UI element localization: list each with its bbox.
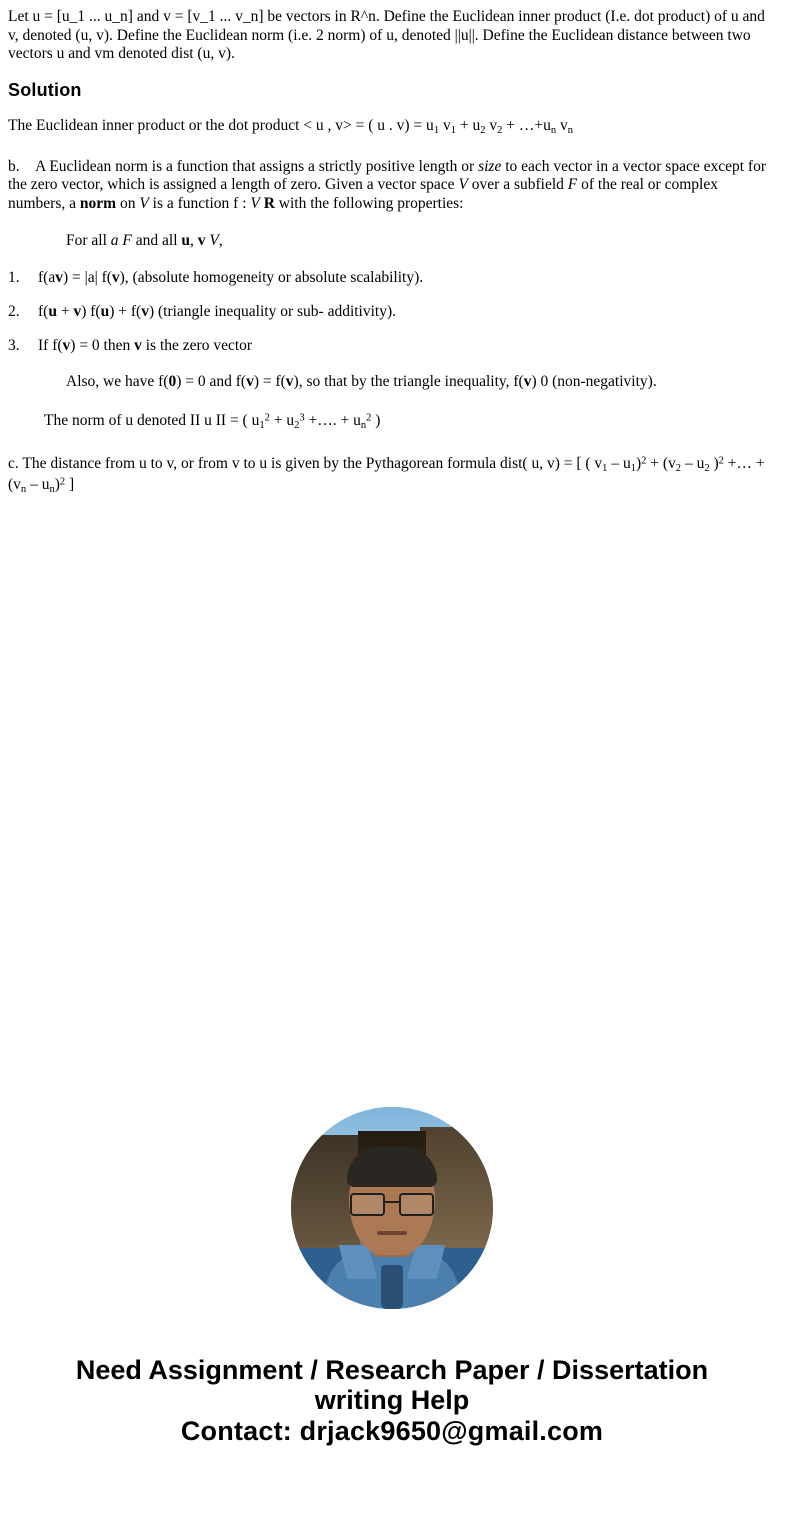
- property-2-p6: ) + f(: [109, 303, 142, 321]
- cta-contact-email: Contact: drjack9650@gmail.com: [180, 1415, 604, 1446]
- for-all-and-all: and all: [131, 232, 182, 250]
- property-2-p4: ) f(: [81, 303, 101, 321]
- norm-t1-sup: 2: [264, 412, 270, 424]
- norm-t1-sub: 1: [259, 420, 265, 432]
- property-1-p2: ) = |a| f(: [62, 269, 112, 287]
- also-v2: v: [285, 373, 294, 391]
- property-3-p2: ) = 0 then: [70, 337, 135, 355]
- property-2-number: 2.: [8, 303, 20, 321]
- part-c-a-sub1: 1: [602, 462, 608, 474]
- part-b-text-4: of the real or complex numbers, a: [8, 176, 718, 213]
- property-1-number: 1.: [8, 269, 20, 287]
- also-v1: v: [246, 373, 254, 391]
- part-c-sup2: 2: [718, 455, 724, 467]
- term-u2: u: [472, 116, 481, 134]
- property-1-p4: ), (absolute homogeneity or absolute scalability).: [119, 269, 424, 287]
- for-all-comma: ,: [190, 232, 198, 250]
- property-2-p2: +: [56, 303, 74, 321]
- part-b-text-6: is a function f :: [148, 195, 251, 213]
- part-b-var-v2: V: [139, 195, 149, 213]
- for-all-suffix: ,: [218, 232, 223, 250]
- norm-prefix: The norm of u denoted II u II = ( u: [44, 412, 260, 430]
- part-c-minus2: – u: [681, 454, 705, 472]
- property-3-p4: is the zero vector: [141, 337, 253, 355]
- for-all-u: u: [181, 232, 190, 250]
- part-c-close2: ): [709, 454, 719, 472]
- part-c-c-sub1: n: [20, 483, 27, 495]
- property-2-p5: u: [100, 303, 110, 321]
- norm-t3-sub: n: [360, 420, 367, 432]
- norm-t3-sup: 2: [366, 412, 372, 424]
- part-b-text-7: with the following properties:: [274, 195, 464, 213]
- also-v3: v: [523, 373, 532, 391]
- norm-t2-sub: 2: [294, 420, 300, 432]
- part-c-minus1: – u: [607, 454, 631, 472]
- part-c-suffix: ]: [65, 475, 75, 493]
- part-c-a-sub2: 1: [630, 462, 636, 474]
- term-u2-sub: 2: [480, 124, 486, 136]
- problem-statement: Let u = [u_1 ... u_n] and v = [v_1 ... v_n] be vectors in R^n. Define the Euclidean inner product (I.e. dot product) of u and v, denoted (u, v). Define the Euclidean norm (i.e. 2 norm) of u, denoted ||u||. Define the Euclidean distance between two vectors u and vm denoted dist (u, v).: [8, 8, 765, 63]
- inner-product-definition: The Euclidean inner product or the dot product < u , v> = ( u . $v) = u_1$ $v_1 + u_2$ $v_2$ + $\dots+u_n$ $v_n$: [8, 116, 574, 136]
- part-b-text-2: to each vector in a vector space except for the zero vector, which is assigned a length of zero. Given a vector space: [8, 157, 766, 194]
- for-all-f: F: [122, 232, 132, 250]
- also-p4: ), so that by the triangle inequality, f(: [293, 373, 524, 391]
- part-c-b-sub2: 2: [704, 462, 710, 474]
- property-3-p1: v: [62, 337, 71, 355]
- property-1-p0: f(a: [38, 269, 56, 287]
- part-c-c-sub2: n: [49, 483, 55, 495]
- part-c-dots: +…: [723, 454, 753, 472]
- part-c-plus2: + (v: [8, 454, 765, 493]
- also-p1: Also, we have f(: [66, 373, 169, 391]
- photo-mouth: [377, 1231, 407, 1235]
- norm-suffix: ): [371, 412, 381, 430]
- property-2-p0: f(: [38, 303, 49, 321]
- norm-plus2: +…. + u: [304, 412, 361, 430]
- part-b-var-f: F: [567, 176, 578, 194]
- norm-t2-sup: 3: [299, 412, 305, 424]
- part-b-text-3: over a subfield: [467, 176, 568, 194]
- property-1-p3: v: [111, 269, 120, 287]
- portrait-photo: [291, 1107, 493, 1309]
- also-p5: ) 0 (non-negativity).: [531, 373, 657, 391]
- property-item-2: [8, 303, 776, 321]
- term-vn-sub: n: [567, 124, 574, 136]
- solution-heading: Solution: [8, 79, 82, 100]
- cta-line-2: writing Help: [314, 1385, 470, 1415]
- part-b-var-v: V: [458, 176, 468, 194]
- part-c-prefix: c. The distance from u to v, or from v to u is given by the Pythagorean formula dist( u, v) = [ ( v: [8, 454, 603, 472]
- for-all-prefix: For all: [66, 232, 111, 250]
- norm-plus1: + u: [269, 412, 295, 430]
- term-vn: v: [560, 116, 568, 134]
- part-c-close3: ): [54, 475, 60, 493]
- contact-call-to-action: [8, 1355, 776, 1447]
- part-c-sup3: 2: [59, 475, 66, 487]
- portrait-photo-container: [8, 1107, 776, 1309]
- part-b-emph-size: size: [478, 157, 502, 175]
- part-c-sup1: 2: [641, 455, 647, 467]
- part-b-label: b.: [8, 157, 20, 175]
- photo-hair: [347, 1147, 437, 1187]
- part-b-text-5: on: [116, 195, 140, 213]
- for-all-a: a: [110, 232, 119, 250]
- property-item-3: [8, 337, 776, 355]
- photo-lens-right: [399, 1193, 434, 1216]
- property-2-p1: u: [48, 303, 57, 321]
- part-b-bold-norm: norm: [79, 195, 117, 213]
- part-b-bold-r: R: [263, 195, 275, 213]
- also-p3: ) = f(: [253, 373, 286, 391]
- photo-tie: [381, 1265, 403, 1309]
- property-2-p8: ) (triangle inequality or sub- additivity).: [148, 303, 397, 321]
- for-all-space-v: V: [209, 232, 219, 250]
- photo-lens-left: [350, 1193, 385, 1216]
- term-v2: v: [489, 116, 498, 134]
- norm-definition-line: [8, 412, 776, 433]
- property-1-p1: v: [55, 269, 63, 287]
- property-2-p7: v: [141, 303, 149, 321]
- cta-line-1: Need Assignment / Research Paper / Dissertation: [75, 1354, 709, 1385]
- for-all-line: [8, 232, 776, 251]
- part-b-text-1: A Euclidean norm is a function that assigns a strictly positive length or: [35, 157, 479, 175]
- glasses-icon: [350, 1193, 434, 1213]
- also-zero: 0: [168, 373, 177, 391]
- term-un: u: [543, 116, 551, 134]
- part-c-minus3: – u: [26, 475, 50, 493]
- part-c-paragraph: [8, 455, 776, 497]
- part-c-plus1: + (v: [646, 454, 676, 472]
- part-c-close1: ): [635, 454, 642, 472]
- property-2-p3: v: [73, 303, 82, 321]
- also-line: [8, 373, 776, 392]
- property-3-p3: v: [134, 337, 142, 355]
- term-v1-sub: 1: [450, 124, 456, 136]
- term-v1: v: [442, 116, 451, 134]
- inner-product-prefix: The Euclidean inner product or the dot product < u , v> = ( u . v) = u: [8, 116, 434, 134]
- term-v2-sub: 2: [497, 124, 503, 136]
- property-3-number: 3.: [8, 337, 20, 355]
- also-p2: ) = 0 and f(: [176, 373, 247, 391]
- part-c-b-sub1: 2: [675, 462, 682, 474]
- term-un-sub: n: [550, 124, 557, 136]
- property-item-1: [8, 269, 776, 287]
- for-all-v: v: [197, 232, 206, 250]
- property-3-p0: If f(: [38, 337, 63, 355]
- term-u1-sub: 1: [433, 124, 440, 136]
- part-b-var-v3: V: [250, 195, 260, 213]
- part-b-paragraph: [8, 158, 776, 215]
